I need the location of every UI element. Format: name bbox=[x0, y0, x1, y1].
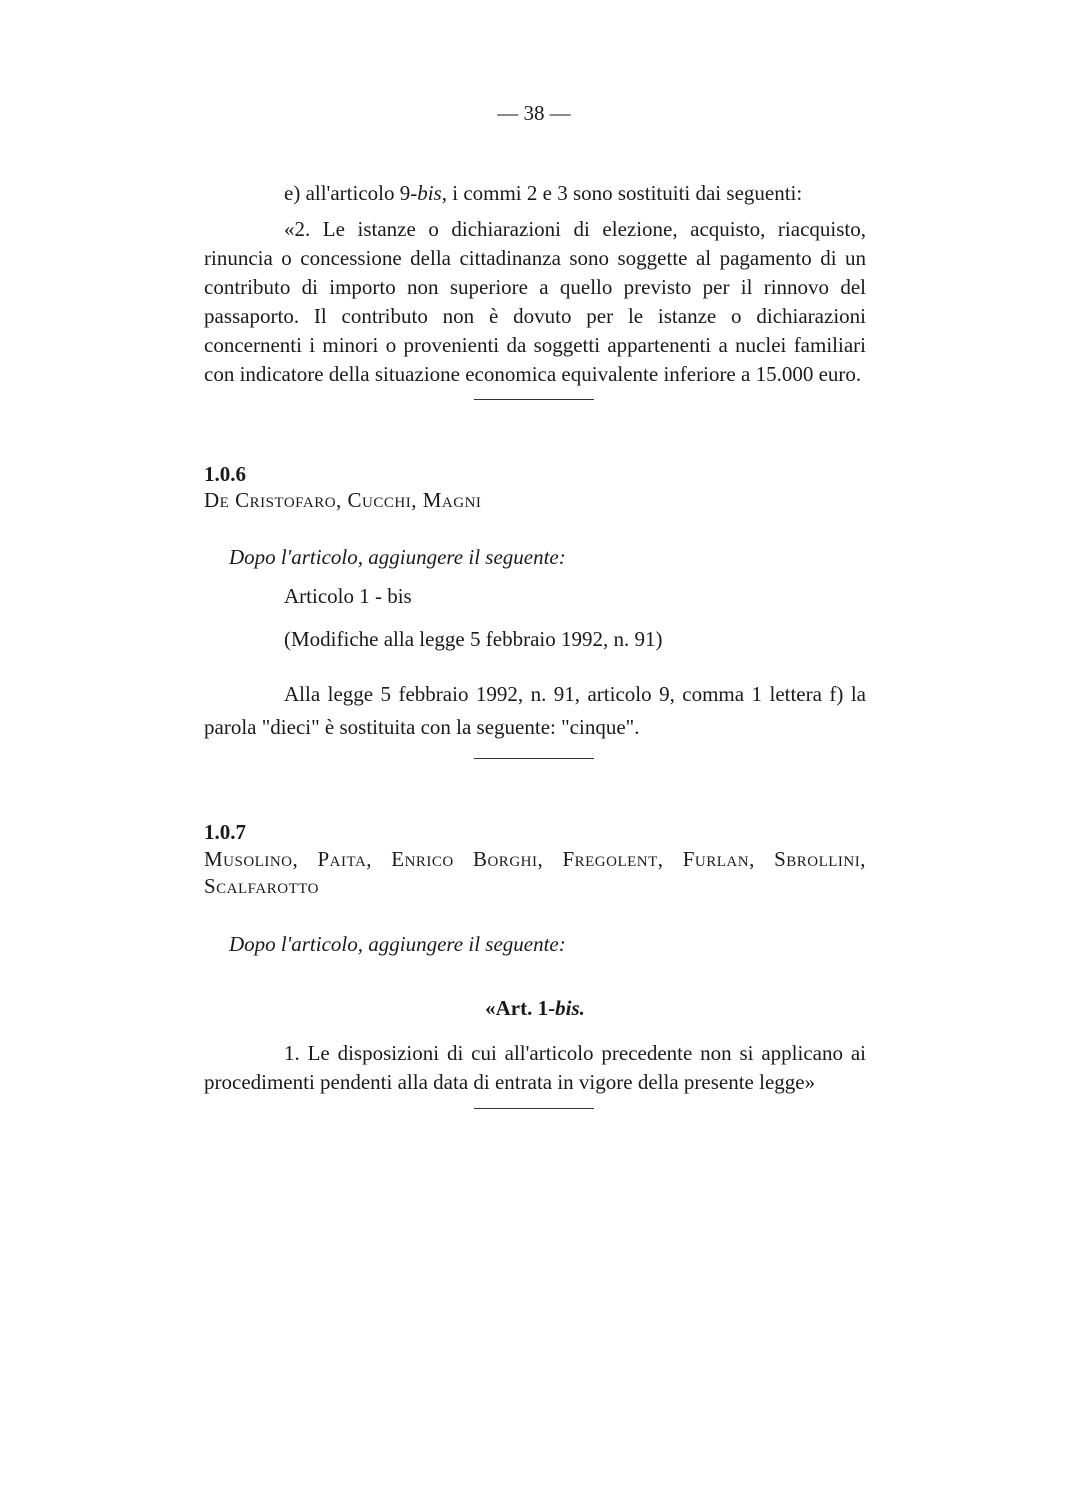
block1-intro-post: , i commi 2 e 3 sono sostituiti dai seguenti: bbox=[441, 181, 803, 205]
amendment-text-107: 1. Le disposizioni di cui all'articolo precedente non si applicano ai procedimenti pendenti alla data di entrata in vigore della presente legge» bbox=[204, 1041, 866, 1094]
article-title-107 bbox=[204, 994, 866, 1023]
separator-rule bbox=[474, 1108, 594, 1109]
separator-rule bbox=[474, 399, 594, 400]
page-number: — 38 — bbox=[497, 101, 571, 125]
amendment-number-106: 1.0.6 bbox=[204, 462, 246, 486]
block1-intro bbox=[284, 179, 884, 208]
amendment-number-107: 1.0.7 bbox=[204, 820, 246, 844]
article-subtitle-106: (Modifiche alla legge 5 febbraio 1992, n. 91) bbox=[284, 627, 663, 651]
block1-intro-pre: e) all'articolo 9- bbox=[284, 181, 418, 205]
amendment-authors-107-line2: Scalfarotto bbox=[204, 874, 319, 898]
amendment-text-106: Alla legge 5 febbraio 1992, n. 91, articolo 9, comma 1 lettera f) la parola "dieci" è sostituita con la seguente: "cinque". bbox=[204, 682, 866, 739]
amendment-authors-106: De Cristofaro, Cucchi, Magni bbox=[204, 488, 482, 512]
article-title-107-italic: bis. bbox=[555, 996, 585, 1020]
article-title-107-pre: «Art. 1- bbox=[485, 996, 556, 1020]
amendment-authors-107: Musolino, Paita, Enrico Borghi, Fregolent, Furlan, Sbrollini, bbox=[204, 847, 866, 871]
amendment-instruction-107: Dopo l'articolo, aggiungere il seguente: bbox=[229, 932, 566, 956]
separator-rule bbox=[474, 758, 594, 759]
amendment-instruction-106: Dopo l'articolo, aggiungere il seguente: bbox=[229, 545, 566, 569]
article-title-106: Articolo 1 - bis bbox=[284, 584, 412, 608]
block1-intro-italic: bis bbox=[417, 181, 442, 205]
block1-paragraph: «2. Le istanze o dichiarazioni di elezione, acquisto, riacquisto, rinuncia o concessione della cittadinanza sono soggette al pagamento di un contributo di importo non superiore a quello previsto per il rinnovo del passaporto. Il contributo non è dovuto per le istanze o dichiarazioni concernenti i minori o provenienti da soggetti appartenenti a nuclei familiari con indicatore della situazione economica equivalente inferiore a 15.000 euro. bbox=[204, 217, 866, 386]
